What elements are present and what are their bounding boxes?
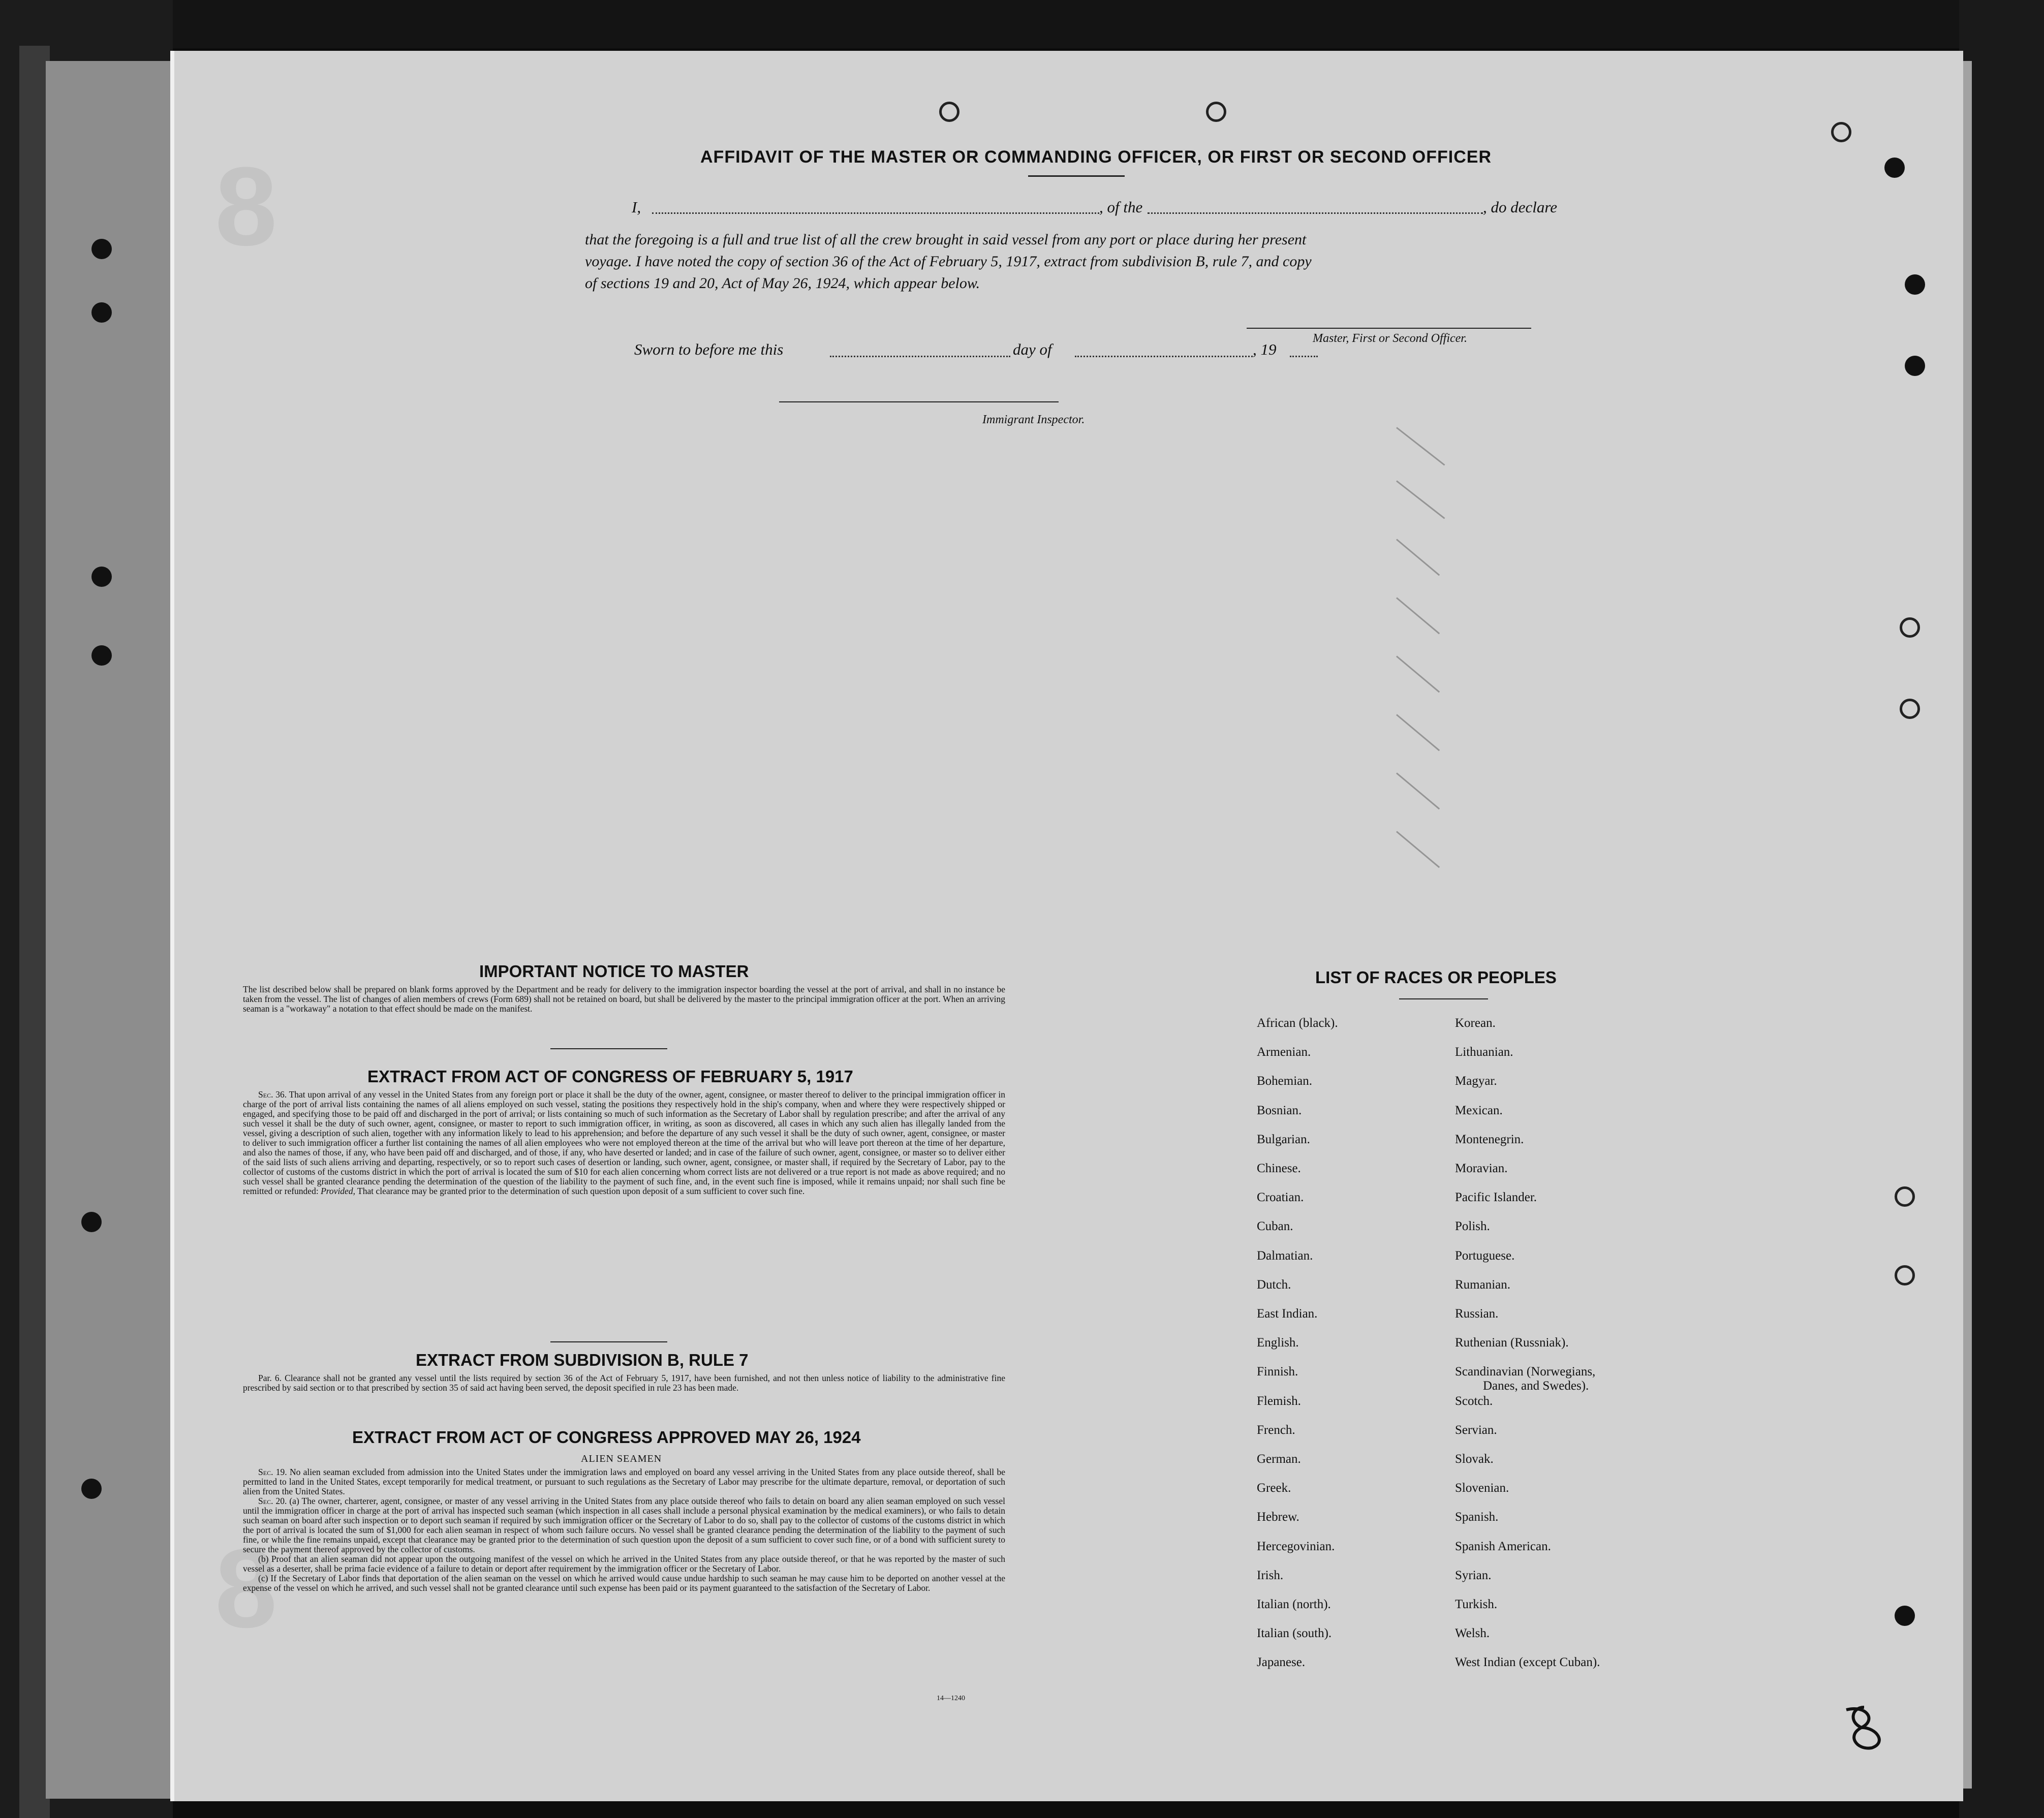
sworn-text: Sworn to before me this (634, 340, 784, 358)
scan-border-top (0, 0, 2044, 48)
race-item: Slovak. (1455, 1452, 1494, 1466)
races-title: LIST OF RACES OR PEOPLES (1315, 968, 1557, 987)
pencil-mark (1396, 714, 1440, 751)
race-item: Chinese. (1257, 1162, 1301, 1175)
pencil-mark (1396, 831, 1440, 868)
rule7-title: EXTRACT FROM SUBDIVISION B, RULE 7 (416, 1351, 749, 1369)
race-item: Bohemian. (1257, 1074, 1313, 1088)
punch-hole-icon (1895, 1186, 1915, 1207)
punch-hole-icon (1206, 102, 1226, 122)
binder-hole-icon (91, 567, 112, 587)
extract-1924-text (243, 1467, 1005, 1593)
affidavit-line-3: voyage. I have noted the copy of section 36 of the Act of February 5, 1917, extract from subdivision B, rule 7, and copy (585, 253, 1312, 270)
race-item: Servian. (1455, 1423, 1497, 1437)
punch-hole-icon (939, 102, 959, 122)
pencil-mark (1396, 597, 1440, 634)
race-item: East Indian. (1257, 1307, 1318, 1321)
binder-hole-icon (91, 239, 112, 259)
race-item: Mexican. (1455, 1103, 1503, 1117)
handwritten-8-mark (1836, 1700, 1892, 1756)
race-item: Magyar. (1455, 1074, 1497, 1088)
affidavit-line-2: that the foregoing is a full and true list of all the crew brought in said vessel from any port or place during her present (585, 231, 1307, 248)
manifest-page (170, 51, 1963, 1801)
affidavit-i: I, (632, 198, 641, 216)
year-blank (1290, 356, 1318, 357)
vessel-blank (1148, 212, 1483, 214)
race-item: Dalmatian. (1257, 1248, 1313, 1263)
bleed-through-mark: 8 (215, 144, 277, 269)
race-item: Cuban. (1257, 1219, 1293, 1234)
sec-36-body: That upon arrival of any vessel in the United States from any foreign port or place it shall be the duty of the owner, agent, consignee, or master thereof to deliver to the principal immigration officer in charge of the port of arrival lists containing the names of all aliens employed on such vessel, stating the positions they respectively hold in the ship's company, when and where they were respectively shipped or engaged, and specifying those to be paid off and discharged in the port of arrival; or lists containing so much of such information as the Secretary of Labor shall by regulation prescribe; and after the arrival of any such vessel it shall be the duty of such owner, agent, consignee, or master to report to such immigration officer, in writing, as soon as discovered, all cases in which any such alien has illegally landed from the vessel, giving a description of such alien, together with any information likely to lead to his apprehension; and before the departure of any such vessel it shall be the duty of such owner, agent, consignee, or master to deliver to such immigration officer a further list containing the names of all alien employees who were not employed thereon at the time of the arrival but who will leave port thereon at the time of her departure, and also the names of those, if any, who have been paid off and discharged, and of those, if any, who have deserted or landed; and in case of the failure of such owner, agent, consignee, or master so to deliver either of the said lists of such aliens arriving and departing, respectively, or so to report such cases of desertion or landing, such owner, agent, consignee, or master shall, if required by the Secretary of Labor, pay to the collector of customs of the customs district in which the port of arrival is located the sum of $10 for each alien concerning whom correct lists are not delivered or a true report is not made as above required; and no such vessel shall be granted clearance pending the determination of the question of the liability to the payment of such fine, and, in the event such fine is imposed, while it remains unpaid; nor shall such fine be remitted or refunded: (243, 1089, 1005, 1196)
binder-hole-icon (81, 1479, 102, 1499)
provided-word: Provided, (321, 1186, 355, 1196)
race-item: Dutch. (1257, 1277, 1291, 1292)
race-item: Polish. (1455, 1219, 1490, 1234)
race-item: Lithuanian. (1455, 1045, 1513, 1059)
race-item: Turkish. (1455, 1597, 1498, 1611)
binder-hole-icon (91, 645, 112, 666)
race-item: Scandinavian (Norwegians, (1455, 1365, 1596, 1379)
sec-20-label: Sec. 20. (258, 1496, 287, 1506)
race-item: Croatian. (1257, 1190, 1304, 1205)
binder-hole-icon (91, 302, 112, 323)
race-item: Japanese. (1257, 1655, 1306, 1670)
punch-hole-icon (1905, 356, 1925, 376)
race-item: Spanish American. (1455, 1539, 1551, 1553)
extract-1917-text (243, 1090, 1005, 1196)
race-item: African (black). (1257, 1016, 1338, 1030)
master-caption: Master, First or Second Officer. (1313, 332, 1467, 345)
punch-hole-icon (1900, 699, 1920, 719)
binder-strip (19, 46, 50, 1818)
signature-line (1247, 328, 1531, 329)
rule7-text: Par. 6. Clearance shall not be granted any vessel until the lists required by section 36 of the Act of February 5, 1917, have been furnished, and not then unless notice of liability to the administrative fine prescribed by said section or to that prescribed by section 35 of said act having been served, the deposit specified in rule 23 has been made. (243, 1373, 1005, 1393)
punch-hole-icon (1884, 158, 1905, 178)
race-item: Italian (north). (1257, 1597, 1331, 1611)
race-item: Rumanian. (1455, 1277, 1511, 1292)
affidavit-title: AFFIDAVIT OF THE MASTER OR COMMANDING OFFICER, OR FIRST OR SECOND OFFICER (700, 147, 1492, 167)
sec-20c-body: (c) If the Secretary of Labor finds that deportation of the alien seaman on the vessel on which he arrived would cause undue hardship to such seaman he may cause him to be deported on another vessel at the expense of the vessel on which he arrived, and such vessel shall not be granted clearance until such expense has been paid or its payment guaranteed to the satisfaction of the Secretary of Labor. (243, 1573, 1005, 1593)
race-item: Bosnian. (1257, 1103, 1302, 1117)
race-item: Slovenian. (1455, 1481, 1509, 1495)
race-item: West Indian (except Cuban). (1455, 1655, 1600, 1670)
punch-hole-icon (1900, 617, 1920, 638)
name-blank (652, 212, 1099, 214)
race-item: Pacific Islander. (1455, 1190, 1537, 1205)
pencil-mark (1396, 655, 1440, 693)
race-item: Hercegovinian. (1257, 1539, 1335, 1553)
race-item: Montenegrin. (1455, 1132, 1524, 1146)
race-item: German. (1257, 1452, 1301, 1466)
scan-border-right (1959, 0, 2044, 1818)
race-item: French. (1257, 1423, 1295, 1437)
extract-1917-title: EXTRACT FROM ACT OF CONGRESS OF FEBRUARY 5, 1917 (367, 1067, 853, 1086)
notice-title: IMPORTANT NOTICE TO MASTER (479, 962, 749, 981)
race-item: English. (1257, 1336, 1299, 1350)
punch-hole-icon (1831, 122, 1851, 142)
race-item: Flemish. (1257, 1394, 1301, 1408)
year-text: , 19 (1253, 340, 1277, 358)
punch-hole-icon (1895, 1606, 1915, 1626)
inspector-signature-line (779, 401, 1059, 402)
divider (550, 1341, 667, 1342)
sec-36-end: That clearance may be granted prior to the determination of such question upon deposit of a sum sufficient to cover such fine. (357, 1186, 805, 1196)
extract-1924-title: EXTRACT FROM ACT OF CONGRESS APPROVED MAY 26, 1924 (352, 1428, 861, 1447)
race-item: Spanish. (1455, 1510, 1499, 1524)
affidavit-of-the: , of the (1099, 198, 1143, 216)
pencil-mark (1396, 427, 1445, 465)
race-item: Finnish. (1257, 1365, 1298, 1379)
notice-text: The list described below shall be prepared on blank forms approved by the Department and be ready for delivery to the immigration inspector boarding the vessel at the port of arrival, and shall in no instance be taken from the vessel. The list of changes of alien members of crews (Form 689) shall not be retained on board, but shall be delivered by the master to the principal immigration officer at the port. When an arriving seaman is a "workaway" a notation to that effect should be made on the manifest. (243, 984, 1005, 1014)
bleed-through-mark: 8 (215, 1526, 277, 1651)
race-item: Greek. (1257, 1481, 1291, 1495)
race-item: Italian (south). (1257, 1626, 1332, 1641)
race-item: Scotch. (1455, 1394, 1493, 1408)
sec-19-label: Sec. 19. (258, 1467, 287, 1477)
punch-hole-icon (1905, 274, 1925, 295)
alien-seamen-subtitle: ALIEN SEAMEN (581, 1453, 662, 1464)
race-item: Moravian. (1455, 1162, 1508, 1175)
race-item: Korean. (1455, 1016, 1496, 1030)
sworn-month-blank (1075, 356, 1253, 357)
sec-20b-body: (b) Proof that an alien seaman did not appear upon the outgoing manifest of the vessel on which he arrived in the United States from any place outside thereof, or that he was reported by the master of such vessel as a deserter, shall be prima facie evidence of a failure to detain or deport after requirement by the immigration officer or the Secretary of Labor. (243, 1554, 1005, 1574)
race-item: Russian. (1455, 1307, 1499, 1321)
sworn-day-blank (830, 356, 1010, 357)
punch-hole-icon (1895, 1265, 1915, 1286)
race-item: Armenian. (1257, 1045, 1311, 1059)
affidavit-line-4: of sections 19 and 20, Act of May 26, 1924, which appear below. (585, 275, 980, 292)
pencil-mark (1396, 480, 1445, 519)
pencil-mark (1396, 539, 1440, 576)
race-item: Syrian. (1455, 1568, 1492, 1582)
race-item: Danes, and Swedes). (1483, 1379, 1589, 1393)
race-item: Irish. (1257, 1568, 1284, 1582)
sec-20a-body: (a) The owner, charterer, agent, consignee, or master of any vessel arriving in the United States from any place outside thereof who fails to detain on board any alien seaman employed on such vessel until the immigration officer in charge at the port of arrival has inspected such seaman (which inspection in all cases shall include a personal physical examination by the medical examiners), or who fails to detain such seaman on board after such inspection or to deport such seaman if required by such immigration officer or the Secretary of Labor to do so, shall pay to the collector of customs of the customs district in which the port of arrival is located the sum of $1,000 for each alien seaman in respect of whom such failure occurs. No vessel shall be granted clearance pending the determination of the liability to the payment of such fine, or while the fine remains unpaid, except that clearance may be granted prior to the determination of such question upon the deposit of a sum sufficient to cover such fine, or of a bond with sufficient surety to secure the payment thereof approved by the collector of customs. (243, 1496, 1005, 1554)
sec-36-label: Sec. 36. (258, 1089, 287, 1100)
inspector-caption: Immigrant Inspector. (982, 413, 1085, 426)
divider (1028, 175, 1125, 177)
binder-hole-icon (81, 1212, 102, 1232)
pencil-mark (1396, 772, 1440, 809)
race-item: Hebrew. (1257, 1510, 1299, 1524)
race-item: Portuguese. (1455, 1248, 1515, 1263)
race-item: Welsh. (1455, 1626, 1490, 1641)
affidavit-declare: , do declare (1483, 198, 1558, 216)
race-item: Ruthenian (Russniak). (1455, 1336, 1569, 1350)
sec-19-body: No alien seaman excluded from admission into the United States under the immigration laws and employed on board any vessel arriving in the United States from any place outside thereof, shall be permitted to land in the United States, except temporarily for medical treatment, or pursuant to such regulations as the Secretary of Labor may prescribe for the ultimate departure, removal, or deportation of such alien from the United States. (243, 1467, 1005, 1496)
form-number: 14—1240 (937, 1695, 965, 1702)
race-item: Bulgarian. (1257, 1132, 1310, 1146)
divider (550, 1048, 667, 1049)
divider (1399, 998, 1488, 999)
day-of-text: day of (1013, 340, 1052, 358)
